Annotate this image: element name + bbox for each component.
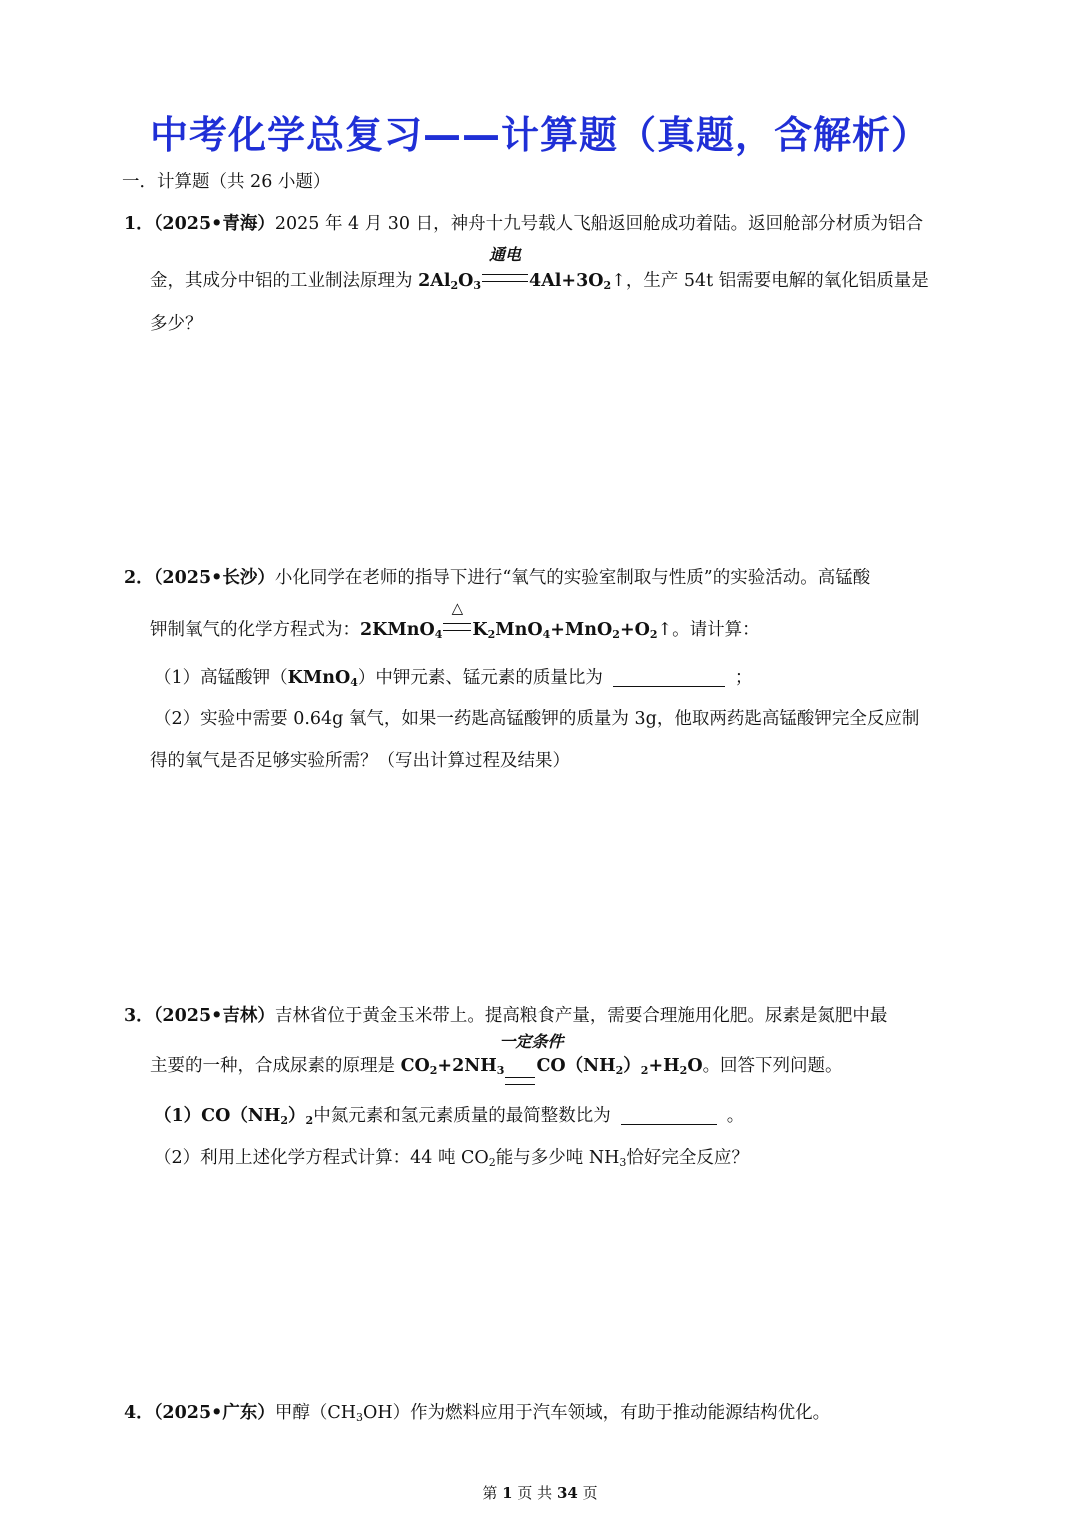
reaction-condition: 通电: [482, 269, 528, 293]
question-source: （2025•青海）: [153, 214, 275, 234]
section-heading: 一．计算题（共 26 小题）: [122, 172, 331, 192]
question-2-sub2-line2: 得的氧气是否足够实验所需？（写出计算过程及结果）: [150, 751, 570, 771]
question-2-sub1: （1）高锰酸钾（KMnO$_4$）中钾元素、锰元素的质量比为 ；: [154, 668, 753, 689]
question-source: （2025•吉林）: [153, 1006, 275, 1026]
question-number: 3．: [124, 1006, 154, 1026]
question-source: （2025•长沙）: [153, 568, 275, 588]
question-source: （2025•广东）: [153, 1403, 275, 1423]
question-3-sub1: $(1)CO(NH_2)_2$中氮元素和氢元素质量的最简整数比为 。: [154, 1106, 745, 1127]
question-text: 。回答下列问题。: [702, 1056, 843, 1076]
question-number: 2．: [124, 568, 154, 588]
question-4-line1: [124, 1401, 830, 1425]
page-title: 中考化学总复习——计算题（真题，含解析）: [149, 113, 930, 157]
question-2-line1: [124, 566, 870, 590]
question-2-sub2-line1: （2）实验中需要 0.64g 氧气，如果一药匙高锰酸钾的质量为 3g，他取两药匙高锰酸钾完全反应制: [154, 709, 920, 729]
chemical-equation: 2KMnO$_4$ △ $K_2MnO_4+MnO_2+O_2$: [360, 599, 658, 641]
question-text: 主要的一种，合成尿素的原理是: [150, 1056, 401, 1076]
reaction-condition: △: [443, 618, 471, 642]
answer-blank[interactable]: [613, 668, 725, 687]
total-pages: 34: [556, 1484, 578, 1502]
question-2-line2: [150, 599, 760, 642]
question-number: 1．: [124, 214, 154, 234]
question-3-line1: [124, 1004, 887, 1028]
chemical-equation: $CO_2+2NH_3$ 一定条件 $CO(NH_2)_2+H_2O$: [401, 1056, 703, 1076]
page-footer: 第 1 页 共 34 页: [482, 1484, 598, 1502]
question-number: 4．: [124, 1403, 154, 1423]
chemical-equation: $2Al_2O_3$ 通电 $4Al+3O_2$: [418, 245, 612, 292]
question-text: ↑，生产 54t 铝需要电解的氧化铝质量是: [611, 271, 929, 291]
reaction-condition: 一定条件: [505, 1054, 535, 1085]
question-text: 吉林省位于黄金玉米带上。提高粮食产量，需要合理施用化肥。尿素是氮肥中最: [274, 1006, 888, 1026]
question-text: 小化同学在老师的指导下进行“氧气的实验室制取与性质”的实验活动。高锰酸: [274, 568, 871, 588]
question-text: 甲醇$(CH_3OH)$作为燃料应用于汽车领域，有助于推动能源结构优化。: [274, 1403, 831, 1424]
question-text: 金，其成分中铝的工业制法原理为: [150, 271, 419, 291]
question-3-line2: [150, 1032, 843, 1085]
question-1-line1: [124, 212, 923, 236]
question-3-sub2: （2）利用上述化学方程式计算：44 吨 $CO_2$能与多少吨 $NH_3$恰好完全反应？: [154, 1148, 749, 1169]
question-1-line2: [150, 245, 929, 293]
question-text: 钾制氧气的化学方程式为：: [150, 620, 360, 640]
page-number: 1: [502, 1484, 513, 1502]
question-text: ↑。请计算：: [657, 620, 760, 640]
question-text: 2025 年 4 月 30 日，神舟十九号载人飞船返回舱成功着陆。返回舱部分材质为铝合: [274, 214, 924, 234]
question-1-line3: 多少？: [150, 314, 203, 334]
answer-blank[interactable]: [621, 1106, 717, 1125]
